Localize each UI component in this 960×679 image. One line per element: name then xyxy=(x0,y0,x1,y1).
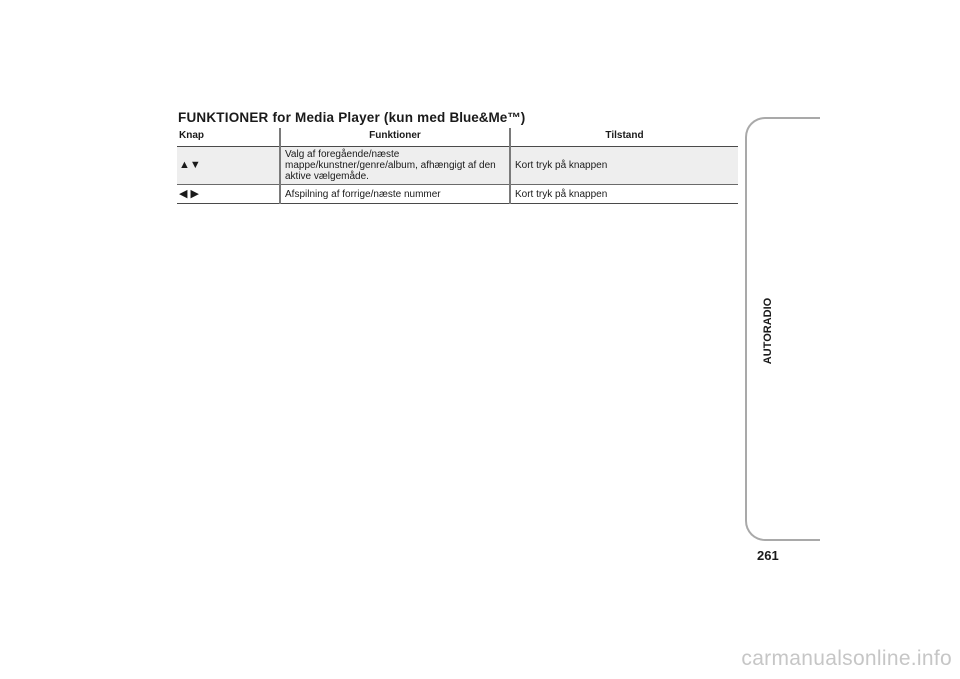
function-cell: Afspilning af forrige/næste nummer xyxy=(280,185,510,204)
page-number: 261 xyxy=(757,548,779,563)
chapter-tab-label: AUTORADIO xyxy=(762,297,774,365)
mode-cell: Kort tryk på knappen xyxy=(510,185,738,204)
section-title-main: FUNKTIONER for Media Player (kun med xyxy=(178,110,446,125)
section-title-suffix: Blue&Me™) xyxy=(449,110,526,125)
chapter-tab-bracket xyxy=(745,117,820,541)
table-row xyxy=(177,185,738,204)
function-cell: Valg af foregående/næste mappe/kunstner/genre/album, afhængigt af den aktive vælgemåde. xyxy=(280,147,510,185)
table-header-row xyxy=(177,128,738,147)
mode-cell: Kort tryk på knappen xyxy=(510,147,738,185)
section-title xyxy=(178,110,525,125)
watermark: carmanualsonline.info xyxy=(741,647,952,670)
table-row xyxy=(177,147,738,185)
header-tilstand: Tilstand xyxy=(510,128,738,147)
up-down-arrows-icon: ▲▼ xyxy=(177,147,280,185)
header-funktioner: Funktioner xyxy=(280,128,510,147)
functions-table xyxy=(177,128,738,204)
header-knap: Knap xyxy=(177,128,280,147)
left-right-arrows-icon: ◀ ▶ xyxy=(177,185,280,204)
